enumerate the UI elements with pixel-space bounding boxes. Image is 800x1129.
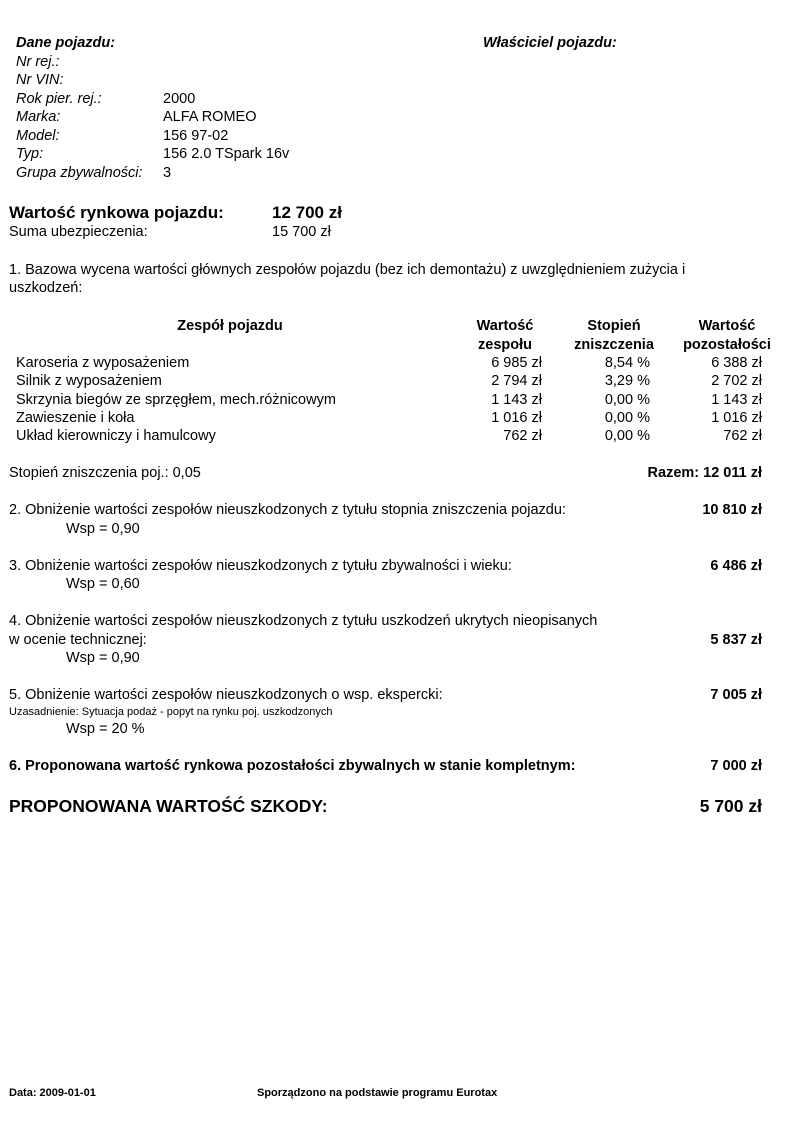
- field-value-group: 3: [163, 165, 172, 181]
- field-label-type: Typ:: [16, 146, 44, 162]
- col-header-value-l2: zespołu: [478, 337, 532, 353]
- table-row-name: Skrzynia biegów ze sprzęgłem, mech.różnicowym: [16, 392, 336, 408]
- total-sum: Razem: 12 011 zł: [647, 465, 762, 481]
- field-label-year: Rok pier. rej.:: [16, 91, 102, 107]
- table-row-name: Układ kierowniczy i hamulcowy: [16, 428, 216, 444]
- vehicle-heading: Dane pojazdu:: [16, 35, 116, 51]
- footer-date: Data: 2009-01-01: [9, 1087, 96, 1099]
- table-row-name: Zawieszenie i koła: [16, 410, 135, 426]
- owner-heading: Właściciel pojazdu:: [483, 35, 617, 51]
- section4-text-line2: w ocenie technicznej:: [9, 632, 147, 648]
- section2-value: 10 810 zł: [702, 502, 762, 518]
- degree-summary: Stopień zniszczenia poj.: 0,05: [9, 465, 201, 481]
- section4-text-line1: 4. Obniżenie wartości zespołów nieuszkodzonych z tytułu uszkodzeń ukrytych nieopisanych: [9, 613, 598, 629]
- section3-value: 6 486 zł: [710, 558, 762, 574]
- section2-text: 2. Obniżenie wartości zespołów nieuszkodzonych z tytułu stopnia zniszczenia pojazdu:: [9, 502, 566, 518]
- col-header-component: Zespół pojazdu: [177, 318, 283, 334]
- final-damage-value: 5 700 zł: [699, 796, 762, 816]
- table-row-value: 6 985 zł: [491, 355, 542, 371]
- table-row-value: 1 143 zł: [491, 392, 542, 408]
- field-label-reg: Nr rej.:: [16, 54, 60, 70]
- field-label-make: Marka:: [16, 109, 61, 125]
- col-header-remain-l2: pozostałości: [683, 337, 771, 353]
- col-header-degree-l1: Stopień: [587, 318, 641, 334]
- table-row-degree: 3,29 %: [604, 373, 650, 389]
- table-row-value: 2 794 zł: [491, 373, 542, 389]
- table-row-value: 1 016 zł: [491, 410, 542, 426]
- table-row-value: 762 zł: [503, 428, 542, 444]
- section5-text: 5. Obniżenie wartości zespołów nieuszkodzonych o wsp. ekspercki:: [9, 687, 443, 703]
- section5-value: 7 005 zł: [710, 687, 762, 703]
- field-label-group: Grupa zbywalności:: [16, 165, 143, 181]
- field-value-model: 156 97-02: [163, 128, 229, 144]
- table-row-remain: 6 388 zł: [711, 355, 762, 371]
- table-row-remain: 1 016 zł: [711, 410, 762, 426]
- table-row-degree: 0,00 %: [604, 410, 650, 426]
- field-value-year: 2000: [163, 91, 196, 107]
- table-row-name: Karoseria z wyposażeniem: [16, 355, 190, 371]
- section2-wsp: Wsp = 0,90: [66, 521, 140, 537]
- field-label-vin: Nr VIN:: [16, 72, 64, 88]
- section5-justification: Uzasadnienie: Sytuacja podaż - popyt na rynku poj. uszkodzonych: [9, 706, 333, 718]
- table-row-degree: 0,00 %: [604, 428, 650, 444]
- table-row-degree: 0,00 %: [604, 392, 650, 408]
- section6-text: 6. Proponowana wartość rynkowa pozostałości zbywalnych w stanie kompletnym:: [9, 758, 576, 774]
- table-row-remain: 762 zł: [723, 428, 762, 444]
- field-label-model: Model:: [16, 128, 60, 144]
- field-value-type: 156 2.0 TSpark 16v: [163, 146, 290, 162]
- final-damage-label: PROPONOWANA WARTOŚĆ SZKODY:: [9, 796, 328, 816]
- section3-wsp: Wsp = 0,60: [66, 576, 140, 592]
- section6-value: 7 000 zł: [710, 758, 762, 774]
- table-row-degree: 8,54 %: [604, 355, 650, 371]
- section4-value: 5 837 zł: [710, 632, 762, 648]
- section5-wsp: Wsp = 20 %: [66, 721, 145, 737]
- market-value-label: Wartość rynkowa pojazdu:: [9, 203, 224, 222]
- market-value: 12 700 zł: [272, 203, 342, 222]
- section1-text-line1: 1. Bazowa wycena wartości głównych zespołów pojazdu (bez ich demontażu) z uwzględnieniem zużycia i: [9, 262, 686, 278]
- table-row-remain: 1 143 zł: [711, 392, 762, 408]
- col-header-value-l1: Wartość: [476, 318, 534, 334]
- col-header-degree-l2: zniszczenia: [574, 337, 654, 353]
- section4-wsp: Wsp = 0,90: [66, 650, 140, 666]
- section3-text: 3. Obniżenie wartości zespołów nieuszkodzonych z tytułu zbywalności i wieku:: [9, 558, 512, 574]
- insurance-sum-value: 15 700 zł: [272, 224, 331, 240]
- insurance-sum-label: Suma ubezpieczenia:: [9, 224, 148, 240]
- table-row-remain: 2 702 zł: [711, 373, 762, 389]
- footer-source: Sporządzono na podstawie programu Eurotax: [257, 1087, 498, 1099]
- col-header-remain-l1: Wartość: [698, 318, 756, 334]
- field-value-make: ALFA ROMEO: [163, 109, 257, 125]
- section1-text-line2: uszkodzeń:: [9, 280, 83, 296]
- table-row-name: Silnik z wyposażeniem: [16, 373, 162, 389]
